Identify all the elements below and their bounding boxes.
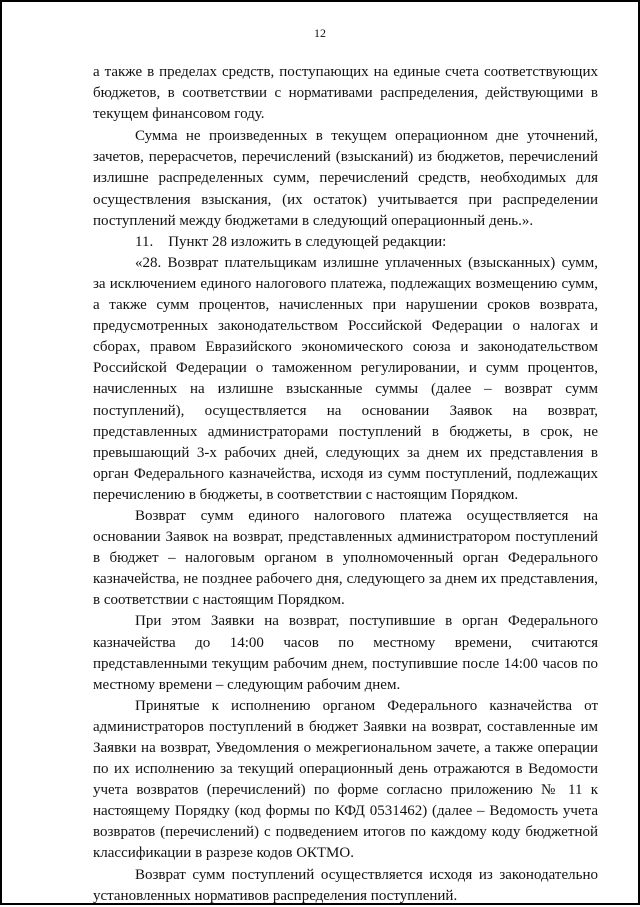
paragraph-unprocessed-sums: Сумма не произведенных в текущем операционном дне уточнений, зачетов, перерасчетов, перечислений (взысканий) из бюджетов, перечислений излишне распределенных сумм, перечислений средств, необходимых для осуществления взыскания, (их остаток) учитывается при распределении поступлений между бюджетами в следующий операционный день.». bbox=[93, 128, 598, 229]
paragraph-single-tax-refund: Возврат сумм единого налогового платежа осуществляется на основании Заявок на возврат, представленных администратором поступлений в бюджет – налоговым органом в уполномоченный орган Федерального казначейства, не позднее рабочего дня, следующего за днем их представления, в соответствии с настоящим Порядком. bbox=[93, 507, 598, 609]
paragraph-refund-normatives: Возврат сумм поступлений осуществляется исходя из законодательно установленных нормативов распределения поступлений. bbox=[93, 866, 598, 904]
paragraph-continuation: а также в пределах средств, поступающих на единые счета соответствующих бюджетов, в соответствии с нормативами распределения, действующими в текущем финансовом году. bbox=[93, 64, 598, 123]
page-number: 12 bbox=[314, 26, 326, 40]
paragraph-point-28: «28. Возврат плательщикам излишне уплаченных (взысканных) сумм, за исключением единого налогового платежа, подлежащих возмещению сумм, а также сумм процентов, начисленных при нарушении сроков возврата, предусмотренных законодательством Российской Федерации о налогах и сборах, правом Евразийского экономического союза и законодательством Российской Федерации о таможенном регулировании, и сумм процентов, начисленных на излишне взысканные суммы (далее – возврат сумм поступлений), осуществляется на основании Заявок на возврат, представленных администраторами поступлений в бюджеты, в срок, не превышающий 3-х рабочих дней, следующих за днем их представления в орган Федерального казначейства, исходя из сумм поступлений, подлежащих перечислению в бюджеты, в соответствии с настоящим Порядком. bbox=[93, 254, 598, 503]
document-body bbox=[93, 62, 598, 907]
paragraph-deadline-1400: При этом Заявки на возврат, поступившие в орган Федерального казначейства до 14:00 часов по местному времени, считаются представленными текущим рабочим днем, поступившие после 14:00 часов по местному времени – следующим рабочим днем. bbox=[93, 613, 598, 693]
paragraph-accepted-requests: Принятые к исполнению органом Федерального казначейства от администраторов поступлений в бюджет Заявки на возврат, составленные им Заявки на возврат, Уведомления о межрегиональном зачете, а также операции по их исполнению за текущий операционный день отражаются в Ведомости учета возвратов (перечислений) по форме согласно приложению № 11 к настоящему Порядку (код формы по КФД 0531462) (далее – Ведомость учета возвратов (перечислений) с подведением итогов по каждому коду бюджетной классификации в разрезе кодов ОКТМО. bbox=[93, 697, 598, 862]
paragraph-item-11: 11. Пункт 28 изложить в следующей редакции: bbox=[135, 233, 447, 250]
